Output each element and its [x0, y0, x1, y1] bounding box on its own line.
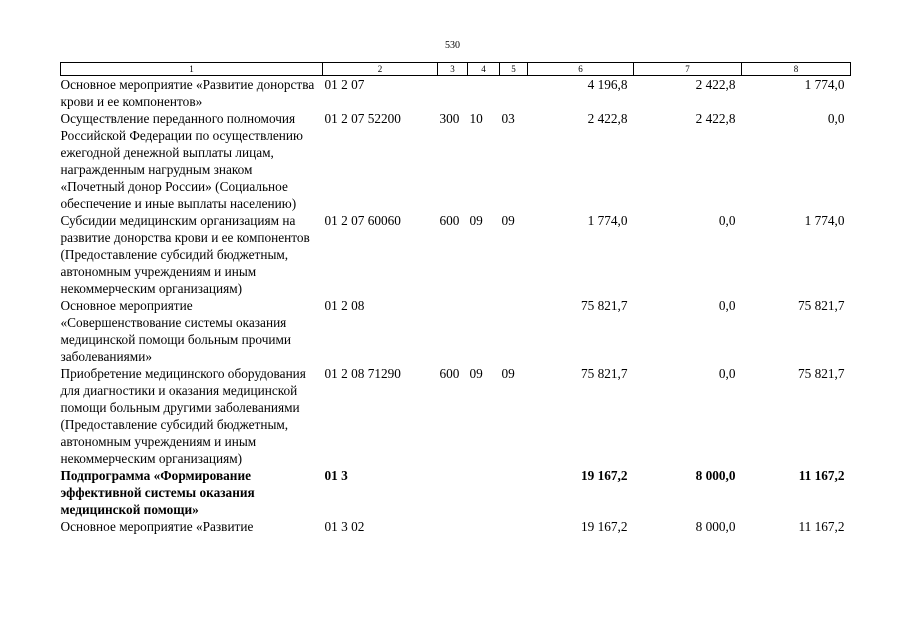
row-value-total: 2 422,8: [587, 111, 628, 126]
row-section-code: [438, 518, 468, 535]
row-value-regional: 1 774,0: [804, 213, 845, 228]
row-value-federal: 0,0: [718, 366, 736, 381]
row-code: 01 2 07 52200: [324, 111, 401, 126]
table-row: [61, 110, 851, 212]
row-target-code: [500, 76, 528, 111]
row-section-code: 300: [439, 111, 460, 126]
row-subsection-code: [468, 297, 500, 365]
row-target-code: 09: [501, 366, 515, 381]
column-header: 4: [468, 63, 500, 76]
row-value-regional: 75 821,7: [797, 366, 845, 381]
row-value-federal: 0,0: [718, 298, 736, 313]
row-value-total: 75 821,7: [580, 366, 628, 381]
row-value-federal: 0,0: [718, 213, 736, 228]
row-value-federal: 8 000,0: [695, 468, 736, 483]
row-value-total: 4 196,8: [587, 77, 628, 92]
column-header: 6: [528, 63, 634, 76]
row-target-code: [500, 467, 528, 518]
row-section-code: [438, 297, 468, 365]
row-subsection-code: [468, 518, 500, 535]
row-target-code: [500, 518, 528, 535]
budget-table: [60, 62, 851, 535]
row-subsection-code: 09: [469, 366, 483, 381]
row-value-federal: 2 422,8: [695, 111, 736, 126]
row-name: Подпрограмма «Формирование эффективной системы оказания медицинской помощи»: [60, 468, 255, 517]
table-row: [61, 365, 851, 467]
row-value-total: 19 167,2: [580, 519, 628, 534]
column-header: 1: [61, 63, 323, 76]
row-value-total: 1 774,0: [587, 213, 628, 228]
column-header: 2: [323, 63, 438, 76]
row-value-regional: 11 167,2: [798, 468, 845, 483]
row-name: Основное мероприятие «Развитие: [60, 519, 254, 534]
row-name: Основное мероприятие «Развитие донорства крови и ее компонентов»: [60, 77, 315, 109]
row-code: 01 2 08 71290: [324, 366, 401, 381]
table-row: [61, 76, 851, 111]
row-target-code: [500, 297, 528, 365]
row-code: 01 2 07 60060: [324, 213, 401, 228]
row-target-code: 03: [501, 111, 515, 126]
row-name: Субсидии медицинским организациям на развитие донорства крови и ее компонентов (Предоставление субсидий бюджетным, автономным учреждениям и иным некоммерческим организациям): [60, 213, 310, 296]
row-value-regional: 1 774,0: [804, 77, 845, 92]
row-code: 01 2 07: [324, 77, 365, 92]
row-code: 01 2 08: [324, 298, 365, 313]
table-row: [61, 518, 851, 535]
row-value-total: 75 821,7: [580, 298, 628, 313]
row-value-federal: 2 422,8: [695, 77, 736, 92]
row-code: 01 3 02: [324, 519, 365, 534]
table-row: [61, 212, 851, 297]
column-header: 3: [438, 63, 468, 76]
table-row: [61, 467, 851, 518]
row-subsection-code: 10: [469, 111, 483, 126]
row-value-regional: 11 167,2: [798, 519, 845, 534]
row-value-federal: 8 000,0: [695, 519, 736, 534]
row-name: Приобретение медицинского оборудования для диагностики и оказания медицинской помощи больным другими заболеваниями (Предоставление субсидий бюджетным, автономным учреждениям и иным некоммерческим организациям): [60, 366, 306, 466]
row-subsection-code: [468, 76, 500, 111]
column-header: 7: [634, 63, 742, 76]
row-subsection-code: [468, 467, 500, 518]
row-name: Осуществление переданного полномочия Российской Федерации по осуществлению ежегодной денежной выплаты лицам, награжденным нагрудным знаком «Почетный донор России» (Социальное обеспечение и иные выплаты населению): [60, 111, 303, 211]
row-value-regional: 75 821,7: [797, 298, 845, 313]
table-header-row: [61, 63, 851, 76]
row-value-regional: 0,0: [827, 111, 845, 126]
row-code: 01 3: [324, 468, 348, 483]
table-row: [61, 297, 851, 365]
row-target-code: 09: [501, 213, 515, 228]
row-name: Основное мероприятие «Совершенствование системы оказания медицинской помощи больным прочими заболеваниями»: [60, 298, 292, 364]
column-header: 8: [742, 63, 851, 76]
row-section-code: 600: [439, 213, 460, 228]
row-subsection-code: 09: [469, 213, 483, 228]
column-header: 5: [500, 63, 528, 76]
row-value-total: 19 167,2: [580, 468, 628, 483]
page-number: 530: [445, 40, 460, 51]
row-section-code: 600: [439, 366, 460, 381]
row-section-code: [438, 467, 468, 518]
row-section-code: [438, 76, 468, 111]
